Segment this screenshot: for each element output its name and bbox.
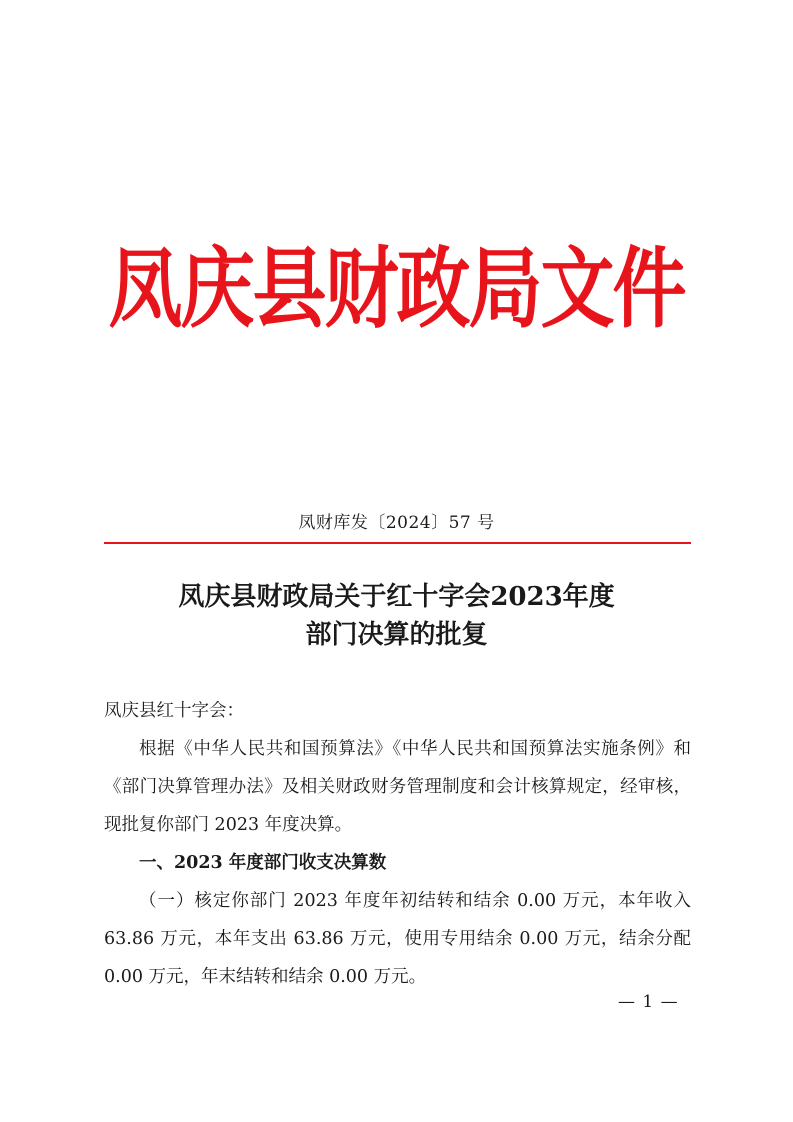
document-number: 凤财库发〔2024〕57 号: [298, 513, 495, 533]
section-heading-1: 一、2023 年度部门收支决算数: [139, 853, 387, 873]
document-title: [0, 578, 793, 654]
page-number: — 1 —: [618, 992, 679, 1012]
red-divider-line: [104, 542, 691, 544]
document-title-line-1: 凤庆县财政局关于红十字会2023年度: [178, 582, 615, 612]
document-masthead: 凤庆县财政局文件: [108, 238, 685, 341]
document-body: [104, 692, 691, 996]
salutation: 凤庆县红十字会：: [104, 701, 244, 721]
document-title-line-2: 部门决算的批复: [305, 620, 488, 650]
paragraph-basis: 根据《中华人民共和国预算法》《中华人民共和国预算法实施条例》和《部门决算管理办法》及相关财政财务管理制度和会计核算规定，经审核，现批复你部门 2023 年度决算。: [104, 739, 691, 835]
paragraph-figures: （一）核定你部门 2023 年度年初结转和结余 0.00 万元，本年收入 63.86 万元，本年支出 63.86 万元，使用专用结余 0.00 万元，结余分配 0.00 万元，年末结转和结余 0.00 万元。: [104, 891, 691, 987]
